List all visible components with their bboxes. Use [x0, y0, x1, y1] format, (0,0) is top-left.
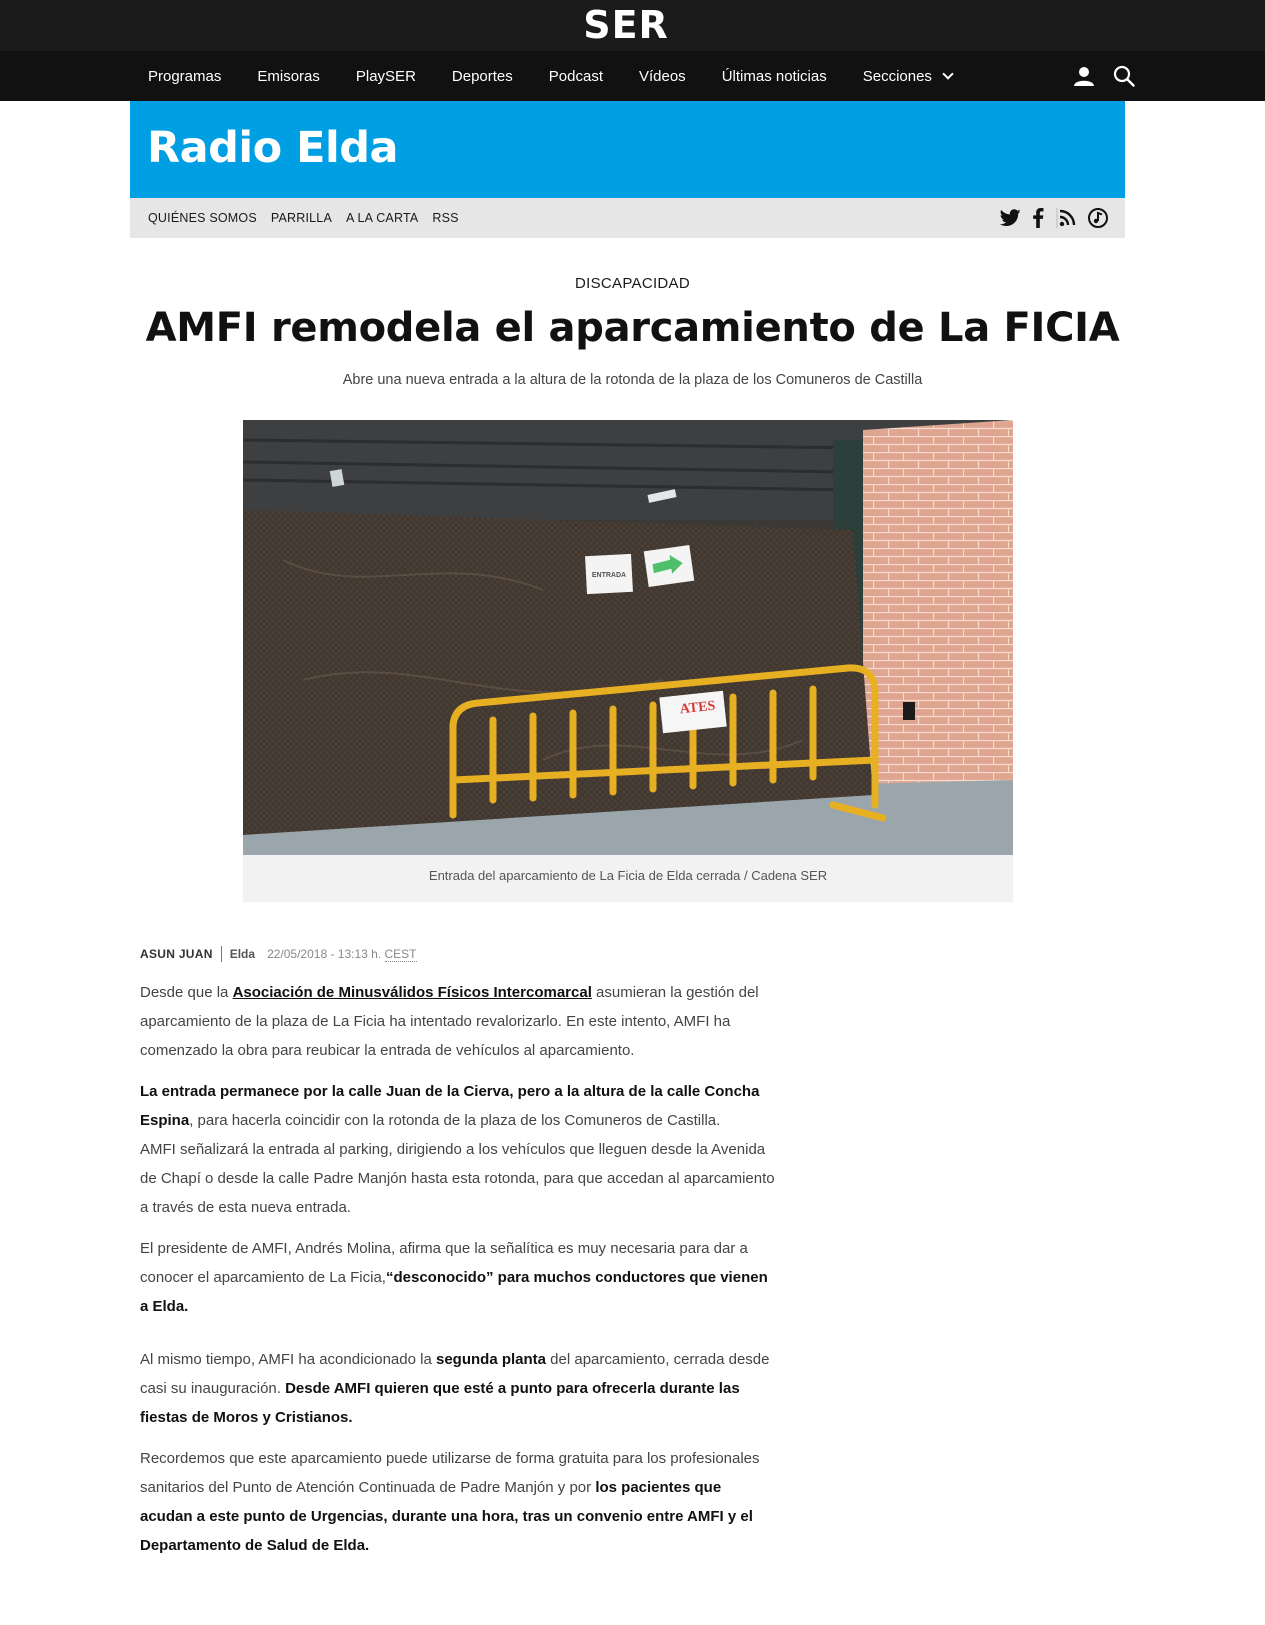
publish-date: [267, 947, 416, 961]
logo-text: SER: [583, 3, 669, 47]
timezone-abbr: CEST: [384, 947, 417, 961]
social-links: [990, 198, 1109, 238]
user-icon[interactable]: [1073, 65, 1095, 87]
article-byline: [140, 946, 417, 962]
paragraph-5-text-b: del aparcamiento, cerrada desde casi su inauguración.: [140, 1351, 770, 1397]
publish-date-value: 22/05/2018 - 13:13 h.: [267, 947, 382, 961]
twitter-icon[interactable]: [1000, 209, 1021, 227]
amfi-link[interactable]: Asociación de Minusválidos Físicos Intercomarcal: [232, 984, 592, 1001]
article-photo: [243, 420, 1013, 855]
chevron-down-icon: [942, 68, 953, 79]
article-subtitle: Abre una nueva entrada a la altura de la rotonda de la plaza de los Comuneros de Castilla: [342, 372, 923, 388]
paragraph-1-text-b: asumieran la gestión del aparcamiento de la plaza de La Ficia ha intentado revalorizarlo. En este intento, AMFI ha comenzado la obra para reubicar la entrada de vehículos al aparcamiento.: [140, 984, 759, 1059]
subnav-item-quienes-somos[interactable]: QUIÉNES SOMOS: [148, 211, 257, 225]
nav-item-deportes[interactable]: Deportes: [451, 67, 513, 85]
paragraph-1: [140, 978, 775, 1065]
paragraph-3: AMFI señalizará la entrada al parking, dirigiendo a los vehículos que lleguen desde la Avenida de Chapí o desde la calle Padre Manjón hasta esta rotonda, para que accedan al aparcamiento a través de esta nueva entrada.: [140, 1141, 775, 1216]
nav-item-emisoras[interactable]: Emisoras: [257, 67, 320, 85]
nav-item-secciones-label: Secciones: [862, 67, 932, 85]
facebook-icon[interactable]: [1031, 208, 1045, 228]
photo-caption: Entrada del aparcamiento de La Ficia de Elda cerrada / Cadena SER: [428, 868, 828, 883]
paragraph-6-bold: los pacientes que acudan a este punto de Urgencias, durante una hora, tras un convenio entre AMFI y el Departamento de Salud de Elda.: [140, 1479, 753, 1554]
paragraph-2-bold: La entrada permanece por la calle Juan de la Cierva, pero a la altura de la calle Concha Espina: [140, 1083, 760, 1129]
paragraph-5-bold-1: segunda planta: [435, 1351, 547, 1368]
ates-sign: ATES: [679, 698, 717, 718]
top-bar: [0, 0, 1265, 51]
nav-item-videos[interactable]: Vídeos: [638, 67, 686, 85]
podcast-icon[interactable]: [1087, 207, 1109, 229]
ser-logo[interactable]: [576, 3, 676, 47]
nav-icons: [1055, 51, 1135, 101]
article-body: [140, 978, 775, 1572]
paragraph-2-text: , para hacerla coincidir con la rotonda de la plaza de los Comuneros de Castilla.: [189, 1112, 721, 1129]
nav-list: [130, 51, 970, 101]
paragraph-5-text-a: Al mismo tiempo, AMFI ha acondicionado la: [140, 1351, 436, 1368]
section-label[interactable]: DISCAPACIDAD: [574, 275, 690, 292]
main-nav: [0, 51, 1265, 101]
subnav-item-a-la-carta[interactable]: A LA CARTA: [346, 211, 419, 225]
article-headline: AMFI remodela el aparcamiento de La FICIA: [145, 305, 1120, 351]
station-subnav: [130, 198, 1125, 238]
paragraph-6-text: Recordemos que este aparcamiento puede utilizarse de forma gratuita para los profesionales sanitarios del Punto de Atención Continuada de Padre Manjón y por: [140, 1450, 760, 1496]
byline-place: Elda: [229, 947, 256, 961]
paragraph-4-text: El presidente de AMFI, Andrés Molina, afirma que la señalítica es muy necesaria para dar a conocer el aparcamiento de La Ficia,: [140, 1240, 748, 1286]
paragraph-1-text-a: Desde que la: [140, 984, 233, 1001]
paragraph-2: [140, 1077, 775, 1135]
subnav-item-rss[interactable]: RSS: [432, 211, 459, 225]
byline-divider: [221, 946, 222, 962]
subnav-item-parrilla[interactable]: PARRILLA: [270, 211, 332, 225]
nav-item-playser[interactable]: PlaySER: [355, 67, 416, 85]
nav-item-podcast[interactable]: Podcast: [548, 67, 603, 85]
search-icon[interactable]: [1113, 65, 1135, 87]
paragraph-5: [140, 1345, 775, 1432]
nav-item-ultimas-noticias[interactable]: Últimas noticias: [721, 67, 827, 85]
paragraph-6: [140, 1444, 775, 1560]
subnav-list: [148, 198, 473, 238]
article-figure: [243, 420, 1013, 902]
nav-item-programas[interactable]: Programas: [148, 67, 222, 85]
entrada-sign: ENTRADA: [591, 572, 627, 579]
station-banner: [130, 101, 1125, 198]
station-title[interactable]: Radio Elda: [147, 123, 399, 173]
paragraph-4-bold: “desconocido” para muchos conductores que vienen a Elda.: [140, 1269, 768, 1315]
author-name[interactable]: ASUN JUAN: [140, 947, 213, 961]
paragraph-4: [140, 1234, 775, 1321]
nav-item-secciones[interactable]: [863, 68, 952, 85]
rss-icon[interactable]: [1055, 208, 1077, 228]
paragraph-5-bold-2: Desde AMFI quieren que esté a punto para ofrecerla durante las fiestas de Moros y Cristianos.: [140, 1380, 740, 1426]
